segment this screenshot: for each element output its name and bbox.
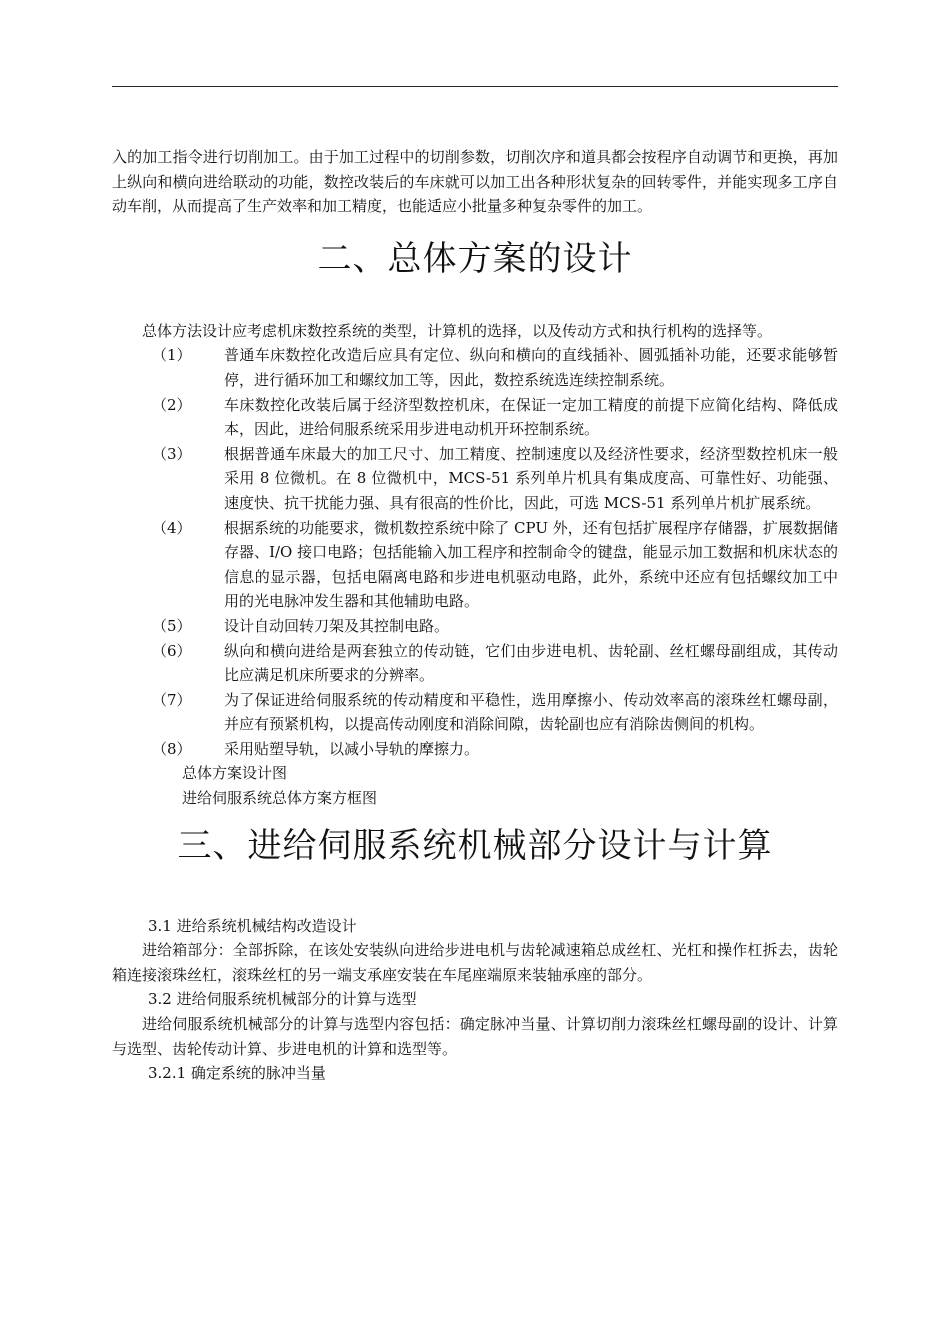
list-item-text: 车床数控化改装后属于经济型数控机床，在保证一定加工精度的前提下应简化结构、降低成本，因此，进给伺服系统采用步进电动机开环控制系统。 <box>224 395 838 439</box>
subsection-3-2-1-heading: 3.2.1 确定系统的脉冲当量 <box>148 1064 326 1083</box>
page-body <box>112 145 838 1086</box>
list-item-text: 采用贴塑导轨，以减小导轨的摩擦力。 <box>224 739 480 758</box>
subsection-3-1-paragraph: 进给箱部分：全部拆除，在该处安装纵向进给步进电机与齿轮减速箱总成丝杠、光杠和操作杠拆去，齿轮箱连接滚珠丝杠，滚珠丝杠的另一端支承座安装在车尾座端原来装轴承座的部分。 <box>112 941 838 984</box>
list-item-text: 纵向和横向进给是两套独立的传动链，它们由步进电机、齿轮副、丝杠螺母副组成，其传动比应满足机床所要求的分辨率。 <box>224 641 838 685</box>
list-item <box>112 737 838 762</box>
list-item <box>112 516 838 614</box>
list-item <box>112 639 838 688</box>
list-item-text: 普通车床数控化改造后应具有定位、纵向和横向的直线插补、圆弧插补功能，还要求能够暂停，进行循环加工和螺纹加工等，因此，数控系统选连续控制系统。 <box>224 346 838 389</box>
list-item <box>112 688 838 737</box>
list-item-number: （5） <box>152 616 192 635</box>
list-item <box>112 614 838 639</box>
list-item-number: （8） <box>152 739 192 758</box>
list-item-number: （3） <box>152 444 192 463</box>
list-item-number: （6） <box>152 641 192 660</box>
list-item-text: 根据系统的功能要求，微机数控系统中除了 CPU 外，还有包括扩展程序存储器，扩展数据储存器、I/O 接口电路；包括能输入加工程序和控制命令的键盘，能显示加工数据和机床状态的信息的显示器，包括电隔离电路和步进电机驱动电路，此外，系统中还应有包括螺纹加工中用的光电脉冲发生器和其他辅助电路。 <box>224 518 838 611</box>
subsection-3-1-heading: 3.1 进给系统机械结构改造设计 <box>148 916 357 935</box>
section-2-title: 二、总体方案的设计 <box>317 238 633 279</box>
list-item-text: 根据普通车床最大的加工尺寸、加工精度、控制速度以及经济性要求，经济型数控机床一般采用 8 位微机。在 8 位微机中，MCS-51 系列单片机具有集成度高、可靠性好、功能强、速度快、抗干扰能力强、具有很高的性价比，因此，可选 MCS-51 系列单片机扩展系统。 <box>224 444 838 512</box>
figure-caption-servo-block-diagram: 进给伺服系统总体方案方框图 <box>182 789 378 808</box>
list-item-number: （2） <box>152 395 192 414</box>
section-2-intro: 总体方法设计应考虑机床数控系统的类型，计算机的选择，以及传动方式和执行机构的选择等。 <box>142 321 773 340</box>
list-item-number: （4） <box>152 518 192 537</box>
list-item-number: （1） <box>152 346 192 365</box>
header-rule <box>112 86 838 87</box>
subsection-3-2-heading: 3.2 进给伺服系统机械部分的计算与选型 <box>148 990 417 1009</box>
list-item <box>112 393 838 442</box>
list-item <box>112 442 838 516</box>
list-item <box>112 343 838 392</box>
figure-caption-overall-design: 总体方案设计图 <box>182 764 288 783</box>
list-item-number: （7） <box>152 690 192 709</box>
design-requirements-list <box>112 343 838 761</box>
continuation-paragraph: 入的加工指令进行切削加工。由于加工过程中的切削参数，切削次序和道具都会按程序自动调节和更换，再加上纵向和横向进给联动的功能，数控改装后的车床就可以加工出各种形状复杂的回转零件，并能实现多工序自动车削，从而提高了生产效率和加工精度，也能适应小批量多种复杂零件的加工。 <box>112 148 838 216</box>
subsection-3-2-paragraph: 进给伺服系统机械部分的计算与选型内容包括：确定脉冲当量、计算切削力滚珠丝杠螺母副的设计、计算与选型、齿轮传动计算、步进电机的计算和选型等。 <box>112 1015 838 1058</box>
list-item-text: 为了保证进给伺服系统的传动精度和平稳性，选用摩擦小、传动效率高的滚珠丝杠螺母副，并应有预紧机构，以提高传动刚度和消除间隙，齿轮副也应有消除齿侧间的机构。 <box>224 690 838 734</box>
section-3-title: 三、进给伺服系统机械部分设计与计算 <box>177 825 773 866</box>
list-item-text: 设计自动回转刀架及其控制电路。 <box>224 616 450 635</box>
